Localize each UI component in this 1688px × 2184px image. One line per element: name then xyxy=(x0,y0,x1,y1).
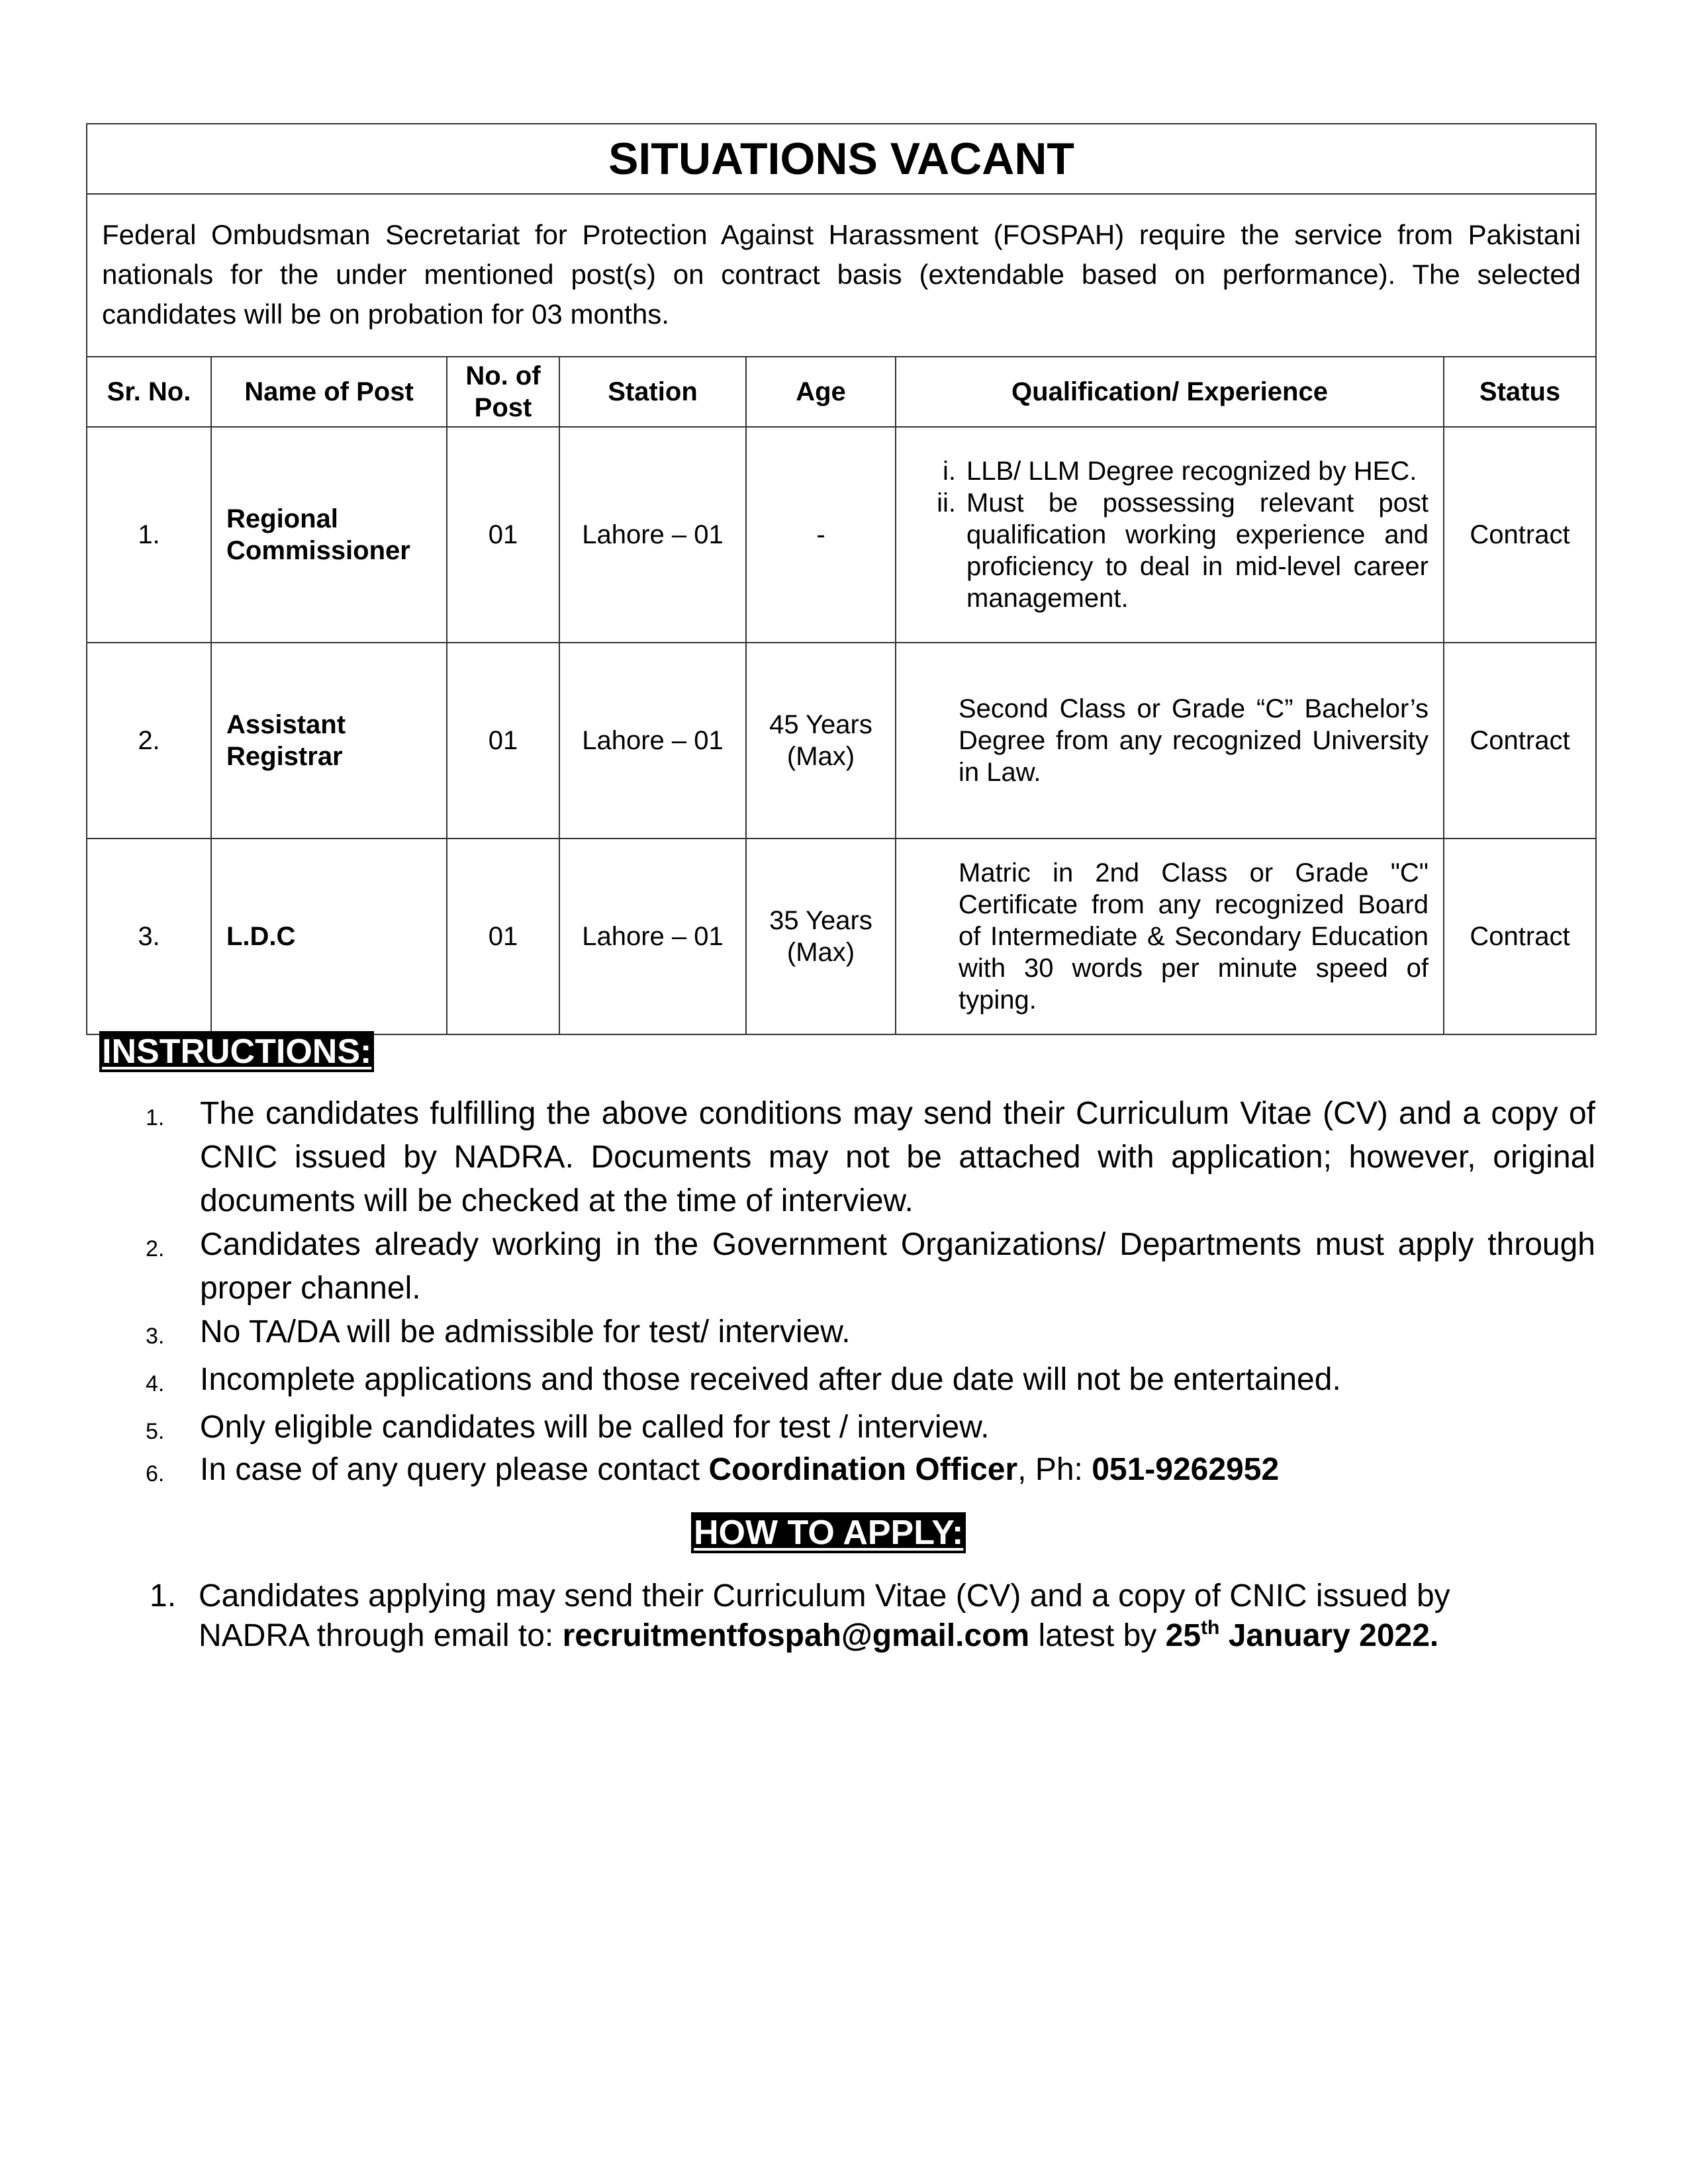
list-item xyxy=(150,1576,1540,1656)
list-item xyxy=(146,1223,1595,1310)
list-item-text: Candidates already working in the Government Organizations/ Departments must apply through proper channel. xyxy=(200,1227,1595,1306)
list-item xyxy=(146,1358,1595,1406)
apply-text: Candidates applying may send their Curriculum Vitae (CV) and a copy of CNIC issued by NADRA through email to: xyxy=(199,1578,1450,1653)
qualification-text: Second Class or Grade “C” Bachelor’s Degree from any recognized University in Law. xyxy=(959,694,1429,787)
list-item xyxy=(146,1092,1595,1223)
header-qualification: Qualification/ Experience xyxy=(896,357,1444,427)
cell-qualification xyxy=(896,427,1444,643)
list-item-text xyxy=(200,1448,1595,1496)
header-station: Station xyxy=(559,357,746,427)
deadline-day-suffix: th xyxy=(1201,1617,1220,1639)
post-name-line2: Commissioner xyxy=(226,536,410,565)
qualification-item-text: LLB/ LLM Degree recognized by HEC. xyxy=(966,457,1417,486)
post-name-line1: Assistant xyxy=(226,710,346,739)
qualification-text: Matric in 2nd Class or Grade "C" Certificate from any recognized Board of Intermediate & Secondary Education with 30 words per minute speed of typing. xyxy=(959,858,1429,1015)
list-item-text: Only eligible candidates will be called for test / interview. xyxy=(200,1410,990,1445)
contact-phone: 051-9262952 xyxy=(1092,1452,1280,1487)
cell-station: Lahore – 01 xyxy=(559,643,746,839)
cell-status: Contract xyxy=(1444,427,1596,643)
cell-age: - xyxy=(746,427,896,643)
list-item xyxy=(146,1310,1595,1358)
header-no-of-post-line2: Post xyxy=(474,393,532,422)
age-line2: (Max) xyxy=(786,938,855,967)
table-header-row xyxy=(87,357,1596,427)
list-item-number: 1. xyxy=(150,1578,177,1614)
page-title: SITUATIONS VACANT xyxy=(87,124,1596,194)
cell-status: Contract xyxy=(1444,643,1596,839)
table-row xyxy=(87,427,1596,643)
cell-qualification xyxy=(896,839,1444,1034)
contact-phone-label: , Ph: xyxy=(1017,1452,1092,1487)
header-age: Age xyxy=(746,357,896,427)
cell-qualification xyxy=(896,643,1444,839)
cell-age xyxy=(746,643,896,839)
vacancy-table xyxy=(86,123,1597,1035)
cell-sr-no: 2. xyxy=(87,643,211,839)
intro-paragraph: Federal Ombudsman Secretariat for Protection Against Harassment (FOSPAH) require the service from Pakistani nationals for the under mentioned post(s) on contract basis (extendable based on performance). The selected candidates will be on probation for 03 months. xyxy=(87,194,1596,357)
list-item xyxy=(146,1406,1595,1453)
cell-post-count: 01 xyxy=(447,839,559,1034)
instructions-heading: INSTRUCTIONS: xyxy=(99,1031,374,1072)
list-item-number: 5. xyxy=(146,1419,165,1444)
list-item-text xyxy=(199,1576,1540,1656)
post-name-line2: Registrar xyxy=(226,742,343,771)
list-item-number: 6. xyxy=(146,1461,165,1486)
qualification-item-number: ii. xyxy=(937,488,956,518)
list-item-number: 4. xyxy=(146,1371,165,1396)
contact-person: Coordination Officer xyxy=(708,1452,1018,1487)
apply-deadline-label: latest by xyxy=(1029,1618,1166,1653)
qualification-item xyxy=(916,487,1429,614)
header-name-of-post: Name of Post xyxy=(211,357,447,427)
how-to-apply-list xyxy=(150,1576,1540,1656)
list-item-number: 1. xyxy=(146,1105,165,1130)
table-row xyxy=(87,643,1596,839)
age-line2: (Max) xyxy=(786,742,855,771)
cell-status: Contract xyxy=(1444,839,1596,1034)
list-item xyxy=(146,1448,1595,1496)
list-item-text: The candidates fulfilling the above conditions may send their Curriculum Vitae (CV) and a copy of CNIC issued by NADRA. Documents may not be attached with application; however, original documents will be checked at the time of interview. xyxy=(200,1096,1595,1218)
cell-post-name: L.D.C xyxy=(211,839,447,1034)
list-item-text: No TA/DA will be admissible for test/ interview. xyxy=(200,1314,851,1349)
cell-post-name xyxy=(211,427,447,643)
qualification-item-number: i. xyxy=(943,457,956,486)
qualification-item xyxy=(916,455,1429,487)
cell-sr-no: 3. xyxy=(87,839,211,1034)
deadline-month-year: January 2022. xyxy=(1219,1618,1439,1653)
instructions-list xyxy=(146,1092,1595,1496)
list-item-text: Incomplete applications and those received after due date will not be entertained. xyxy=(200,1362,1341,1397)
post-name-line1: Regional xyxy=(226,504,338,533)
contact-text: In case of any query please contact xyxy=(200,1452,709,1487)
cell-station: Lahore – 01 xyxy=(559,427,746,643)
cell-station: Lahore – 01 xyxy=(559,839,746,1034)
cell-post-count: 01 xyxy=(447,427,559,643)
cell-sr-no: 1. xyxy=(87,427,211,643)
how-to-apply-heading: HOW TO APPLY: xyxy=(691,1512,966,1553)
header-status: Status xyxy=(1444,357,1596,427)
cell-age xyxy=(746,839,896,1034)
age-line1: 45 Years xyxy=(769,710,872,739)
cell-post-name xyxy=(211,643,447,839)
list-item-number: 3. xyxy=(146,1324,165,1349)
table-row xyxy=(87,839,1596,1034)
list-item-number: 2. xyxy=(146,1236,165,1261)
apply-email: recruitmentfospah@gmail.com xyxy=(562,1618,1030,1653)
header-no-of-post-line1: No. of xyxy=(465,361,541,390)
header-sr-no: Sr. No. xyxy=(87,357,211,427)
cell-post-count: 01 xyxy=(447,643,559,839)
age-line1: 35 Years xyxy=(769,906,872,935)
apply-deadline xyxy=(1166,1618,1439,1653)
header-no-of-post xyxy=(447,357,559,427)
deadline-day: 25 xyxy=(1165,1618,1201,1653)
qualification-item-text: Must be possessing relevant post qualification working experience and proficiency to deal in mid-level career management. xyxy=(966,488,1429,613)
